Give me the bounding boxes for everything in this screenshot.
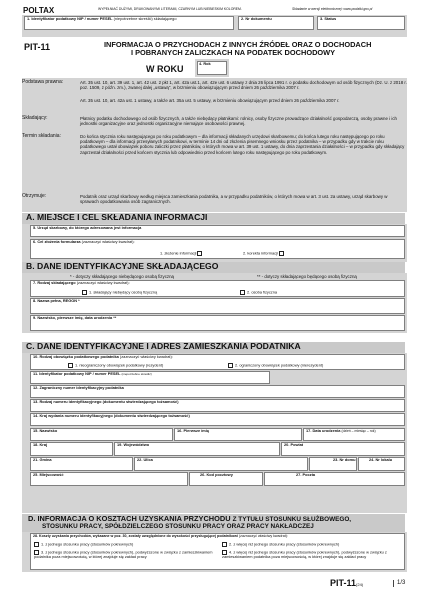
costs-option-4[interactable]: 4. z więcej niż jednego stosunku pracy (stosunków pokrewnych), podwyższone w związku z zamieszkiwaniem podatnika poza miejscowością, w której znajduje się zakład pracy (222, 549, 387, 560)
checkbox[interactable] (34, 542, 39, 547)
costs-option-2[interactable]: 2. z więcej niż jednego stosunku pracy (stosunków pokrewnych) (222, 542, 404, 547)
year-label: W ROKU (146, 64, 184, 74)
birth-date-label: 17. Data urodzenia (dzień – miesiąc – rok) (306, 428, 376, 433)
section-d-title: D. INFORMACJA O KOSZTACH UZYSKANIA PRZYCHODU Z TYTUŁU STOSUNKU SŁUŻBOWEGO, STOSUNKU PRACY, SPÓŁDZIELCZEGO STOSUNKU PRACY ORAZ PRACY NAKŁADCZEJ (22, 514, 405, 532)
section-a-title: A. MIEJSCE I CEL SKŁADANIA INFORMACJI (22, 213, 405, 224)
form-title-line2: I POBRANYCH ZALICZKACH NA PODATEK DOCHODOWY (131, 48, 336, 57)
costs-option-1[interactable]: 1. z jednego stosunku pracy (stosunków pokrewnych) (34, 542, 214, 547)
costs-option-3[interactable]: 3. z jednego stosunku pracy (stosunków pokrewnych), podwyższone w związku z zamieszkiwaniem podatnika poza miejscowością, w której znajduje się zakład pracy (34, 549, 213, 560)
checkbox[interactable] (82, 290, 87, 295)
entity-name-label: 8. Nazwa pełna, REGON * (33, 298, 80, 303)
first-name-label: 16. Pierwsze imię (177, 428, 210, 433)
country-label: 18. Kraj (33, 442, 48, 447)
form-title-line1: INFORMACJA O PRZYCHODACH Z INNYCH ŹRÓDEŁ ORAZ O DOCHODACH (104, 40, 372, 49)
tax-obligation-label: 10. Rodzaj obowiązku podatkowego podatnika (zaznaczyć właściwy kwadrat): (33, 354, 173, 359)
id-type-label: 13. Rodzaj numeru identyfikacyjnego (dokumentu stwierdzającego tożsamość) (33, 399, 179, 404)
filer-type-option-entity[interactable]: 1. składający niebędący osobą fizyczną (82, 290, 157, 295)
post-office-label: 27. Poczta (296, 472, 316, 477)
checkbox[interactable] (222, 542, 227, 547)
page-number: 1/3 (393, 580, 405, 587)
nip-pesel-label: 1. Identyfikator podatkowy NIP / numer PESEL (niepotrzebne skreślić) składającego (27, 16, 177, 21)
checkbox[interactable] (279, 251, 284, 256)
recipient-text: Podatnik oraz urząd skarbowy według miejsca zamieszkania podatnika, a w przypadku podatników, o których mowa w art. 3 ust. 2a ustawy, urząd skarbowy w sprawach opodatkowania osób zagranicznych. (80, 194, 388, 205)
street-label: 22. Ulica (137, 457, 153, 462)
house-number-label: 23. Nr domu (333, 457, 356, 462)
purpose-option-correction[interactable]: 2. korekta informacji (243, 251, 286, 256)
fill-instruction: WYPEŁNIAĆ DUŻYMI, DRUKOWANYMI LITERAMI, CZARNYM LUB NIEBIESKIM KOLOREM. (98, 7, 242, 11)
filer-text: Płatnicy podatku dochodowego od osób fizycznych, a także niebędący płatnikami: rolnicy, osoby fizyczne prowadzące działalność gospodarczą, osoby prawne i ich jednostki organizacyjne oraz jednostki organizacyjne niemające osobowości prawnej. (80, 116, 397, 127)
purpose-option-submit[interactable]: 1. złożenie informacji (160, 251, 204, 256)
filer-label: Składający: (22, 115, 48, 121)
section-b-title: B. DANE IDENTYFIKACYJNE SKŁADAJĄCEGO (22, 262, 405, 273)
purpose-label: 6. Cel złożenia formularza (zaznaczyć właściwy kwadrat): (33, 239, 135, 244)
filer-type-label: 7. Rodzaj składającego (zaznaczyć właściwy kwadrat): (33, 280, 130, 285)
county-label: 20. Powiat (284, 442, 304, 447)
form-code: PIT-11 (24, 42, 51, 52)
entity-name-field[interactable] (30, 298, 405, 314)
legal-basis-label: Podstawa prawna: (22, 79, 64, 85)
post-office-field[interactable] (264, 472, 405, 486)
street-field[interactable] (134, 457, 308, 471)
costs-label: 28. Koszty uzyskania przychodów, wykazane w poz. 30, zostały uwzględnione do wysokości przysługującej podatnikowi (zaznaczyć właściwy kwadrat): (33, 534, 288, 538)
section-b-note-2: ** - dotyczy składającego będącego osobą fizyczną (257, 274, 357, 279)
section-b-note-1: * - dotyczy składającego niebędącego osobą fizyczną (70, 274, 174, 279)
tax-obligation-option-nonresident[interactable]: 2. ograniczony obowiązek podatkowy (nierezydent) (228, 363, 323, 368)
person-name-label: 9. Nazwisko, pierwsze imię, data urodzenia ** (33, 315, 117, 320)
filer-type-option-person[interactable]: 2. osoba fizyczna (240, 290, 277, 295)
taxpayer-nip-label: 11. Identyfikator podatkowy NIP / numer PESEL (niepotrzebne skreślić) (33, 371, 152, 376)
section-c-title: C. DANE IDENTYFIKACYJNE I ADRES ZAMIESZKANIA PODATNIKA (22, 342, 405, 353)
foreign-id-label: 12. Zagraniczny numer identyfikacyjny podatnika (33, 385, 124, 390)
legal-basis-text-2: Art. 35 ust. 10, art. 42a ust. 1 ustawy, a także art. 35a ust. 5 ustawy, w brzmieniu obowiązującym przed dniem 26 października 2007 r. (80, 98, 340, 103)
recipient-label: Otrzymuje: (22, 193, 47, 199)
apartment-number-label: 24. Nr lokalu (369, 457, 393, 462)
electronic-filing-note: Składanie w wersji elektronicznej: www.podatki.gov.pl (292, 7, 373, 11)
deadline-label: Termin składania: (22, 133, 61, 139)
brand-label: POLTAX (23, 6, 55, 15)
tax-obligation-option-resident[interactable]: 1. nieograniczony obowiązek podatkowy (rezydent) (68, 363, 163, 368)
year-field-label: 4. Rok (199, 61, 211, 66)
checkbox[interactable] (197, 251, 202, 256)
checkbox[interactable] (228, 363, 233, 368)
id-country-label: 14. Kraj wydania numeru identyfikacyjnego (dokumentu stwierdzającego tożsamość) (33, 413, 190, 418)
surname-label: 15. Nazwisko (33, 428, 58, 433)
postal-code-label: 26. Kod pocztowy (200, 472, 233, 477)
legal-basis-text: Art. 35 ust. 10, art. 39 ust. 1, art. 42 ust. 2 pkt 1, art. 42a ust.1, art. 42e ust. 6 ustawy z dnia 26 lipca 1991 r. o podatku dochodowym od osób fizycznych (Dz. U. z 2018 r. poz. 1509, z późn. zm.), zwanej dalej „ustawą", w brzmieniu obowiązującym przed dniem 26 października 2007 r. (80, 80, 407, 91)
footer-code: PIT-11(24) (330, 578, 364, 588)
city-label: 25. Miejscowość (33, 472, 64, 477)
voivodeship-label: 19. Województwo (117, 442, 150, 447)
doc-number-label: 2. Nr dokumentu (241, 16, 272, 21)
municipality-label: 21. Gmina (33, 457, 52, 462)
checkbox[interactable] (68, 363, 73, 368)
status-label: 3. Status (320, 16, 337, 21)
checkbox[interactable] (240, 290, 245, 295)
tax-office-label: 5. Urząd skarbowy, do którego adresowana jest informacja (33, 225, 142, 230)
deadline-text: Do końca stycznia roku następującego po roku podatkowym – dla informacji składanych urzędowi skarbowemu; do końca lutego roku następującego po roku podatkowym – dla informacji przesyłanych podatnikowi, w terminie 14 dni od złożenia pisemnego wniosku przez podatnika – w przypadku gdy w trakcie roku podatkowego ustał obowiązek poboru zaliczki przez płatników, o których mowa w art. 39 ust. 1 ustawy, do dnia zaprzestania działalności – w przypadku gdy składający zaprzestał działalności przed końcem stycznia lub odpowiednio przed końcem lutego roku następującego po roku podatkowym. (80, 134, 405, 155)
